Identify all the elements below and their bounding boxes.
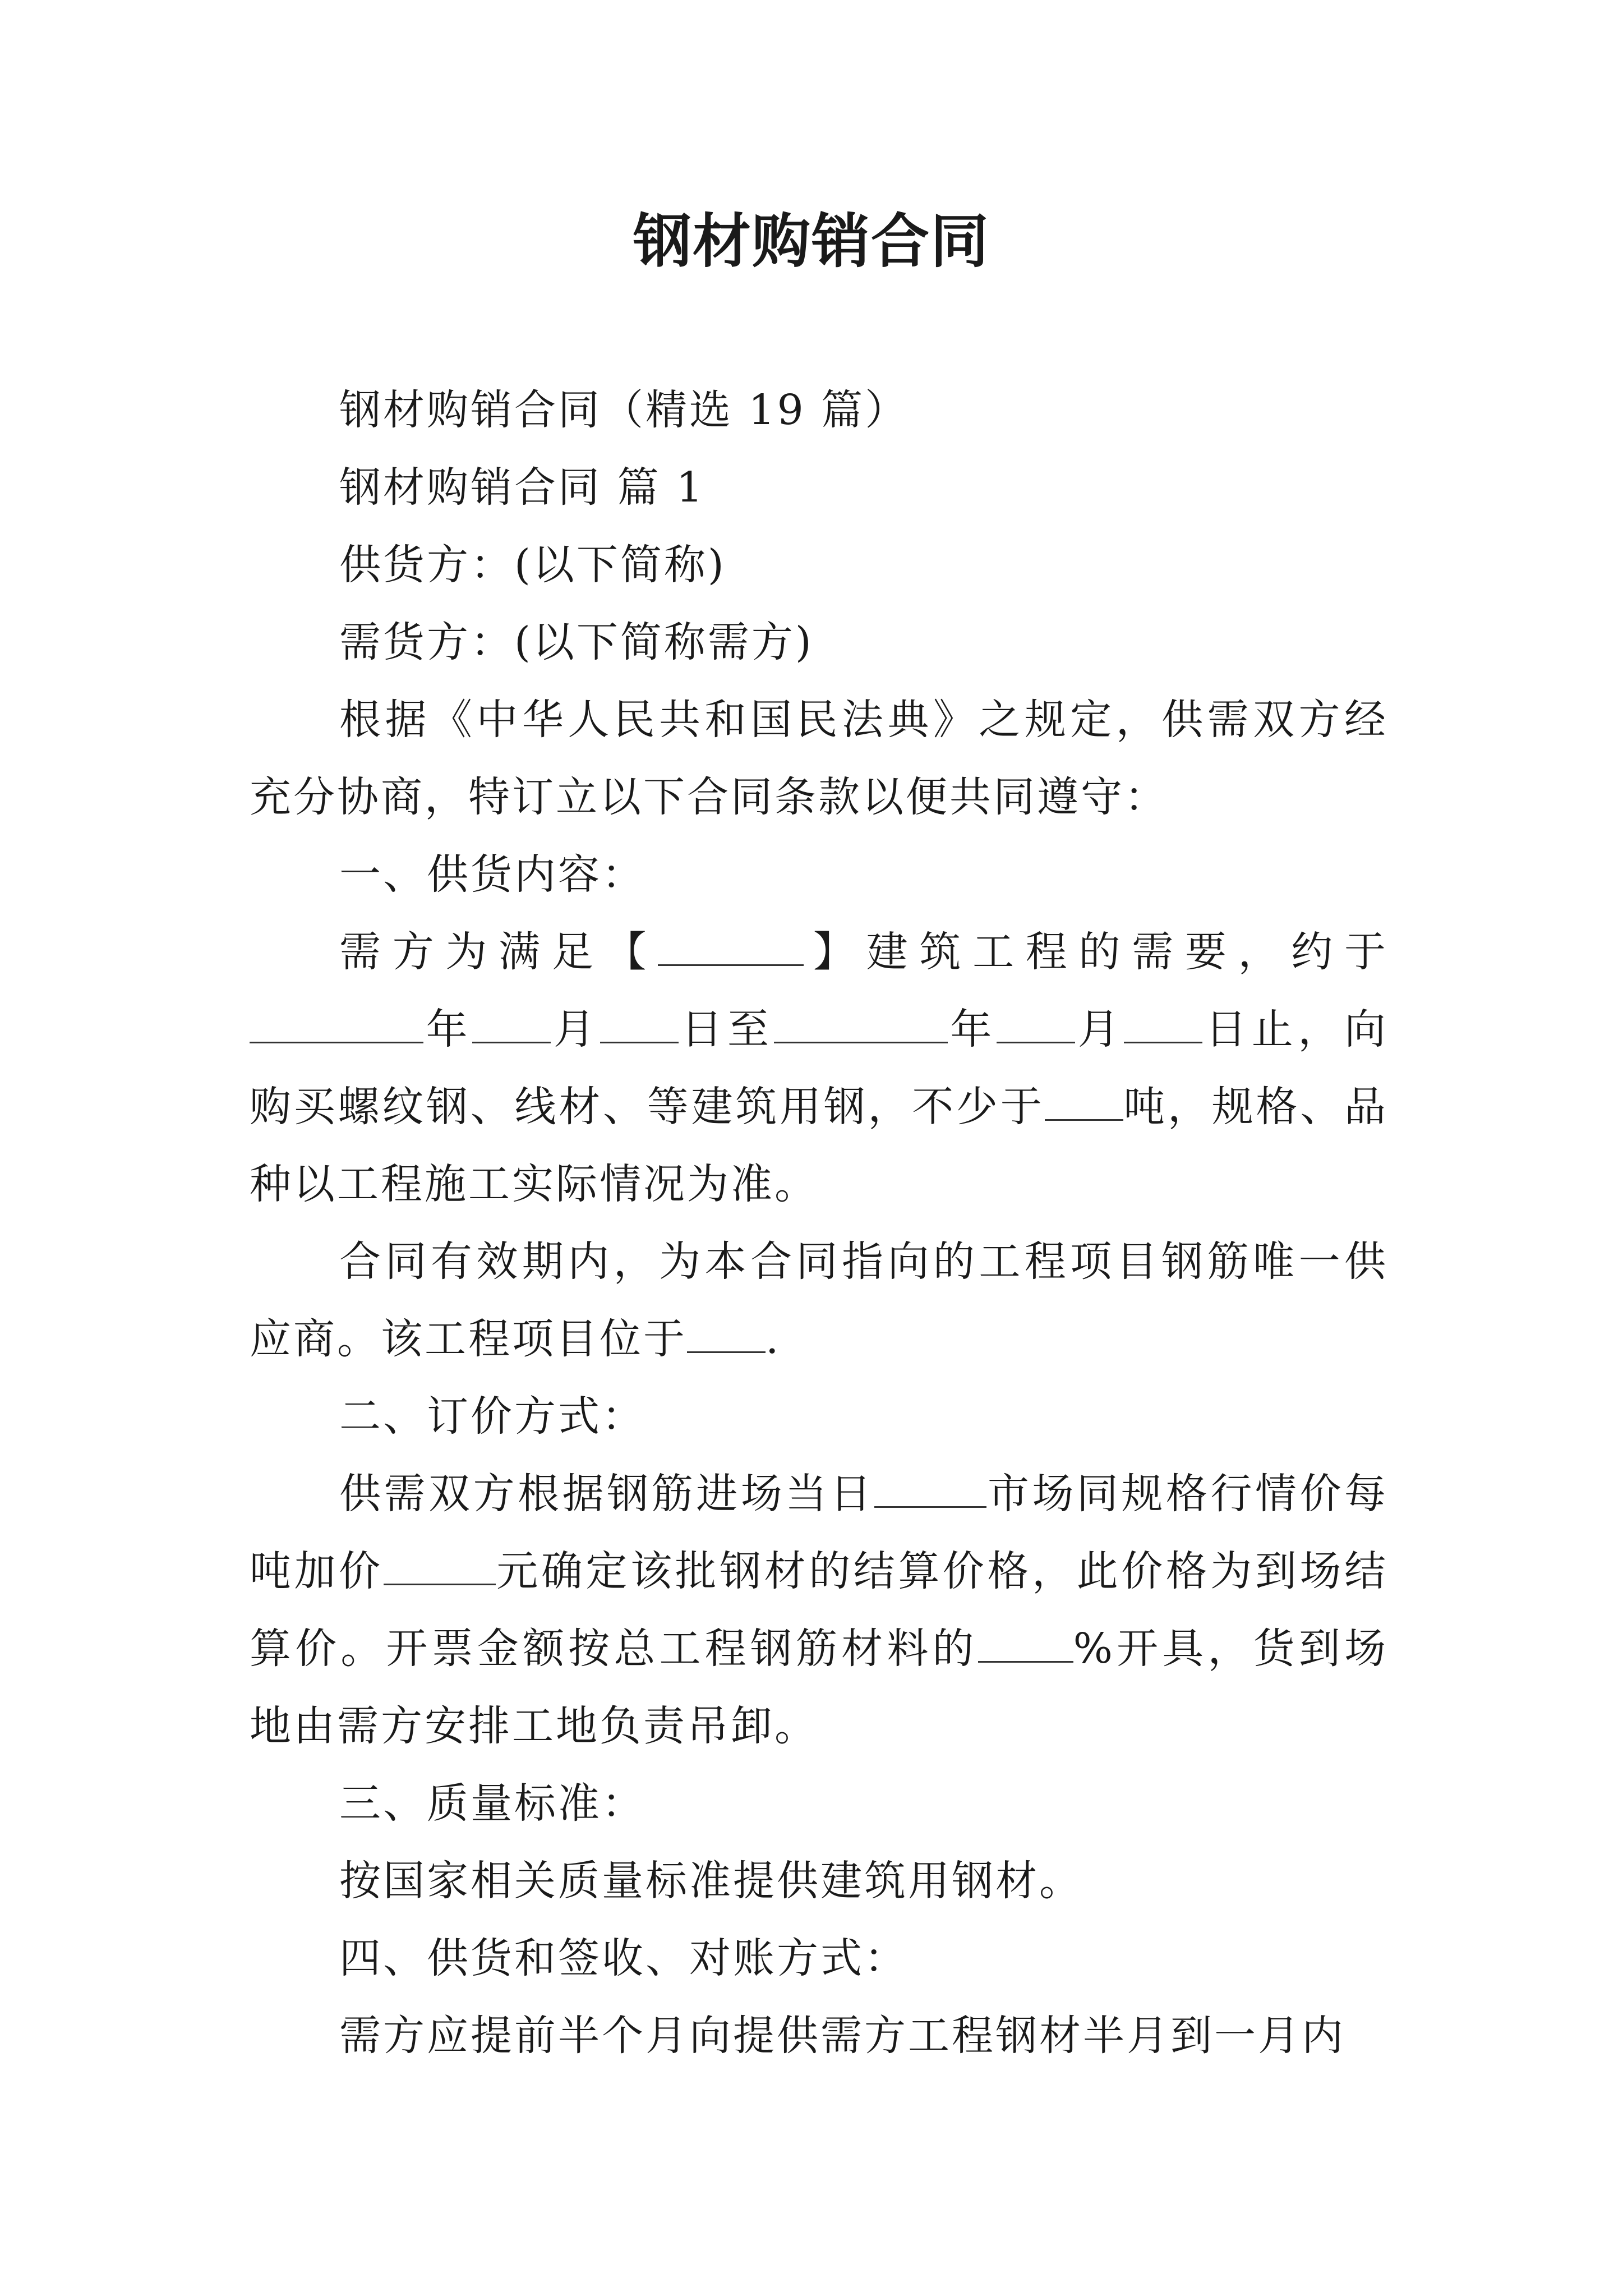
market-name-blank[interactable]: [874, 1470, 986, 1508]
document-body: [250, 371, 1388, 2074]
project-name-blank[interactable]: [658, 928, 804, 966]
quality-paragraph: 按国家相关质量标准提供建筑用钢材。: [339, 1857, 1083, 1905]
pricing-paragraph: [250, 1455, 1388, 1765]
section-heading-part1: 钢材购销合同 篇 1: [339, 463, 706, 512]
pricing-text-a: 供需双方根据钢筋进场当日: [339, 1470, 875, 1518]
document-title: 钢材购销合同: [633, 207, 990, 275]
preamble-paragraph: 根据《中华人民共和国民法典》之规定，供需双方经充分协商，特订立以下合同条款以便共同遵守：: [250, 696, 1388, 821]
supply-content-paragraph: [250, 913, 1388, 1223]
clause-heading-4: 四、供货和签收、对账方式：: [339, 1934, 908, 1982]
supply-text-i: 吨，规格、品种以工程施工实际情况为准。: [250, 1083, 1388, 1208]
supply-text-c: 年: [423, 1005, 473, 1053]
end-month-blank[interactable]: [997, 1006, 1075, 1043]
start-month-blank[interactable]: [472, 1006, 551, 1043]
tonnage-blank[interactable]: [1045, 1083, 1123, 1121]
start-year-blank[interactable]: [250, 1006, 423, 1043]
pricing-text-b: 市场同规格行情价每吨加价: [250, 1470, 1389, 1595]
supply-text-f: 年: [947, 1005, 997, 1053]
exclusive-end: .: [766, 1315, 781, 1363]
end-year-blank[interactable]: [774, 1006, 948, 1043]
clause-heading-1: 一、供货内容：: [339, 850, 645, 899]
supplier-line: 供货方：(以下简称): [339, 541, 726, 589]
exclusive-text: 合同有效期内，为本合同指向的工程项目钢筋唯一供应商。该工程项目位于: [250, 1237, 1388, 1363]
end-day-blank[interactable]: [1124, 1006, 1202, 1043]
exclusive-supplier-paragraph: [250, 1223, 1388, 1378]
pricing-text-d: %开具，货到场地由需方安排工地负责吊卸。: [250, 1625, 1388, 1750]
markup-blank[interactable]: [384, 1548, 496, 1585]
supply-text-g: 月: [1075, 1005, 1124, 1053]
invoice-percent-blank[interactable]: [978, 1625, 1073, 1663]
clause-heading-2: 二、订价方式：: [339, 1392, 645, 1441]
supply-text-e: 日至: [678, 1005, 774, 1053]
supply-text-a: 需方为满足【: [339, 928, 658, 976]
clause-heading-3: 三、质量标准：: [339, 1779, 645, 1828]
project-location-blank[interactable]: [687, 1315, 766, 1353]
buyer-line: 需货方：(以下简称需方): [339, 618, 814, 666]
pricing-text-c: 元确定该批钢材的结算价格，此价格为到场结算价。开票金额按总工程钢筋材料的: [250, 1547, 1389, 1673]
delivery-paragraph: 需方应提前半个月向提供需方工程钢材半月到一月内: [339, 2012, 1345, 2060]
subtitle-line: 钢材购销合同（精选 19 篇）: [339, 386, 909, 434]
supply-text-h: 日止，向购买螺纹钢、线材、等建筑用钢，不少于: [250, 1005, 1389, 1131]
supply-text-b: 】建筑工程的需要，约于: [804, 928, 1389, 976]
start-day-blank[interactable]: [600, 1006, 679, 1043]
supply-text-d: 月: [551, 1005, 600, 1053]
